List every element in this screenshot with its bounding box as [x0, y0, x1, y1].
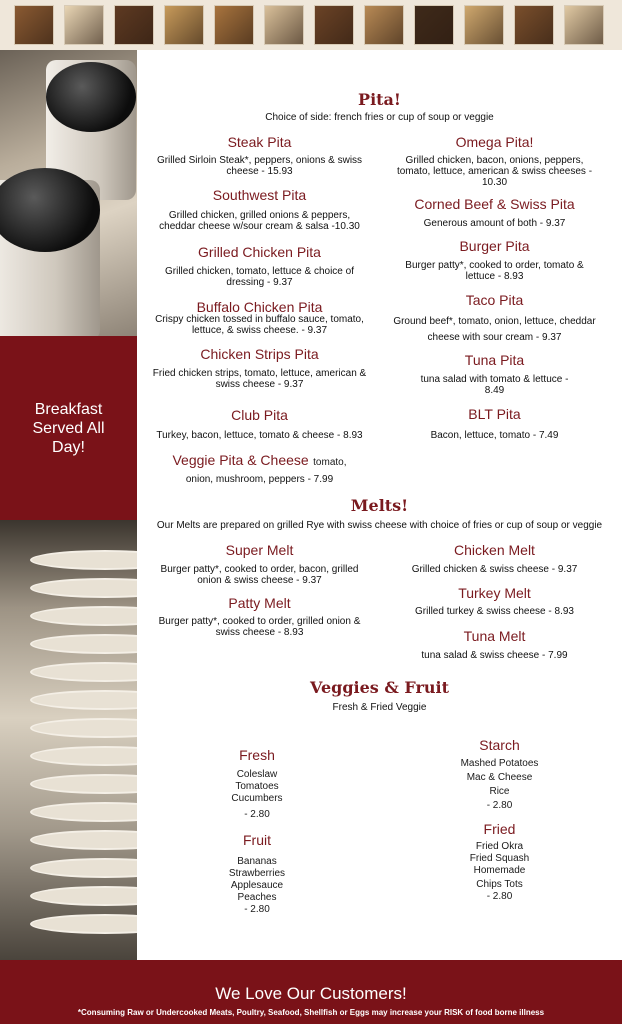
menu-item-desc: Crispy chicken tossed in buffalo sauce, tomato, lettuce, & swiss cheese. - 9.37 — [155, 314, 364, 336]
plate — [30, 914, 137, 934]
wood-tile — [364, 5, 404, 45]
veggies-subtitle: Fresh & Fried Veggie — [332, 702, 427, 713]
plate — [30, 550, 137, 570]
menu-item-desc-inline: tomato, — [313, 457, 347, 468]
veggie-group-fresh: Fresh — [239, 747, 275, 763]
menu-content — [137, 50, 622, 960]
plate — [30, 886, 137, 906]
menu-item-name: Steak Pita — [227, 134, 292, 150]
menu-item-name: Veggie Pita & Cheese — [172, 452, 309, 468]
plate — [30, 606, 137, 626]
menu-item-desc: tuna salad with tomato & lettuce - 8.49 — [420, 374, 569, 396]
wood-tile — [14, 5, 54, 45]
wood-tile — [564, 5, 604, 45]
menu-item-name: Burger Pita — [459, 238, 530, 254]
menu-item-name: Chicken Strips Pita — [200, 346, 319, 362]
veggie-list-starch — [437, 757, 562, 813]
menu-item-name: Buffalo Chicken Pita — [196, 299, 323, 315]
menu-item-name: Club Pita — [231, 407, 288, 423]
menu-item-desc: Turkey, bacon, lettuce, tomato & cheese - 8.93 — [156, 430, 363, 441]
list-item: Cucumbers — [231, 793, 283, 804]
menu-item-desc: Generous amount of both - 9.37 — [423, 218, 566, 229]
list-item: Mashed Potatoes — [460, 758, 539, 769]
pita-subtitle: Choice of side: french fries or cup of soup or veggie — [265, 112, 494, 123]
tile-strip — [0, 0, 622, 50]
wood-tile — [64, 5, 104, 45]
list-item: Mac & Cheese — [466, 772, 533, 783]
plate — [30, 774, 137, 794]
menu-item-name: Super Melt — [225, 542, 294, 558]
menu-item-desc: Fried chicken strips, tomato, lettuce, american & swiss cheese - 9.37 — [152, 368, 367, 390]
footer-disclaimer: *Consuming Raw or Undercooked Meats, Poultry, Seafood, Shellfish or Eggs may increase your RISK of food borne illness — [77, 1008, 545, 1017]
price: - 2.80 — [244, 904, 270, 915]
menu-item-name: Tuna Melt — [463, 628, 526, 644]
menu-item-name: Omega Pita! — [455, 134, 534, 150]
salt-shaker-photo — [0, 50, 137, 336]
list-item: Homemade — [473, 865, 526, 876]
menu-item-desc: Grilled chicken & swiss cheese - 9.37 — [411, 564, 578, 575]
plate — [30, 634, 137, 654]
list-item: Chips Tots — [476, 879, 523, 890]
list-item: Bananas — [237, 856, 277, 867]
price: - 2.80 — [244, 809, 270, 820]
menu-item-desc: Grilled turkey & swiss cheese - 8.93 — [415, 606, 574, 617]
plate — [30, 830, 137, 850]
plate — [30, 578, 137, 598]
wood-tile — [414, 5, 454, 45]
menu-item-name: Grilled Chicken Pita — [198, 244, 321, 260]
menu-item-desc: Grilled Sirloin Steak*, peppers, onions & swiss cheese - 15.93 — [156, 155, 363, 177]
menu-item-desc: Burger patty*, cooked to order, grilled onion & swiss cheese - 8.93 — [158, 616, 361, 638]
plates-photo — [0, 520, 137, 960]
list-item: Peaches — [237, 892, 277, 903]
menu-item-desc: Ground beef*, tomato, onion, lettuce, cheddar cheese with sour cream - 9.37 — [393, 316, 596, 343]
menu-item-name: Chicken Melt — [454, 542, 535, 558]
breakfast-text: Breakfast Served All Day! — [32, 400, 105, 456]
pita-section-title: Pita! — [358, 90, 401, 109]
plate — [30, 662, 137, 682]
plate — [30, 690, 137, 710]
menu-item-name: Turkey Melt — [458, 585, 531, 601]
menu-item-desc: Burger patty*, cooked to order, tomato & lettuce - 8.93 — [405, 260, 584, 282]
list-item: Tomatoes — [235, 781, 279, 792]
price: - 2.80 — [486, 800, 513, 811]
veggie-list-fruit — [202, 856, 312, 916]
wood-tile — [464, 5, 504, 45]
list-item: Rice — [489, 786, 510, 797]
veggie-group-starch: Starch — [479, 737, 520, 753]
veggie-list-fried — [437, 841, 562, 903]
list-item: Applesauce — [230, 880, 284, 891]
menu-item-desc: Grilled chicken, tomato, lettuce & choice of dressing - 9.37 — [165, 266, 354, 288]
veggie-list-fresh — [202, 769, 312, 821]
veggie-group-fried: Fried — [483, 821, 516, 837]
menu-item-desc: Burger patty*, cooked to order, bacon, grilled onion & swiss cheese - 9.37 — [160, 564, 359, 586]
melts-subtitle: Our Melts are prepared on grilled Rye with swiss cheese with choice of fries or cup of soup or veggie — [156, 520, 603, 531]
wood-tile — [314, 5, 354, 45]
menu-item-name: Corned Beef & Swiss Pita — [414, 196, 575, 212]
list-item: Fried Okra — [475, 841, 524, 852]
menu-item-name: Taco Pita — [465, 292, 524, 308]
menu-item-veggie — [152, 452, 367, 470]
wood-tile — [114, 5, 154, 45]
plate — [30, 718, 137, 738]
wood-tile — [264, 5, 304, 45]
plate — [30, 858, 137, 878]
menu-item-desc: tuna salad & swiss cheese - 7.99 — [421, 650, 568, 661]
veggies-section-title: Veggies & Fruit — [310, 678, 449, 697]
breakfast-panel — [0, 336, 137, 520]
list-item: Fried Squash — [469, 853, 530, 864]
menu-item-desc: Bacon, lettuce, tomato - 7.49 — [430, 430, 559, 441]
wood-tile — [214, 5, 254, 45]
melts-section-title: Melts! — [350, 496, 409, 515]
menu-item-desc: Grilled chicken, bacon, onions, peppers, tomato, lettuce, american & swiss cheeses - 10.30 — [396, 155, 593, 188]
menu-item-name: Tuna Pita — [464, 352, 525, 368]
menu-item-desc: onion, mushroom, peppers - 7.99 — [185, 474, 334, 485]
plate — [30, 802, 137, 822]
footer-title: We Love Our Customers! — [215, 984, 407, 1003]
list-item: Strawberries — [228, 868, 286, 879]
veggie-group-fruit: Fruit — [243, 832, 271, 848]
wood-tile — [164, 5, 204, 45]
price: - 2.80 — [486, 891, 513, 902]
menu-item-name: BLT Pita — [468, 406, 521, 422]
left-photo-column — [0, 50, 137, 960]
menu-item-name: Patty Melt — [228, 595, 291, 611]
menu-item-desc: Grilled chicken, grilled onions & peppers, cheddar cheese w/sour cream & salsa -10.30 — [159, 210, 360, 232]
list-item: Coleslaw — [236, 769, 278, 780]
shaker-cap — [46, 62, 136, 132]
footer-banner — [0, 960, 622, 1024]
plate — [30, 746, 137, 766]
menu-item-name: Southwest Pita — [212, 187, 307, 203]
wood-tile — [514, 5, 554, 45]
